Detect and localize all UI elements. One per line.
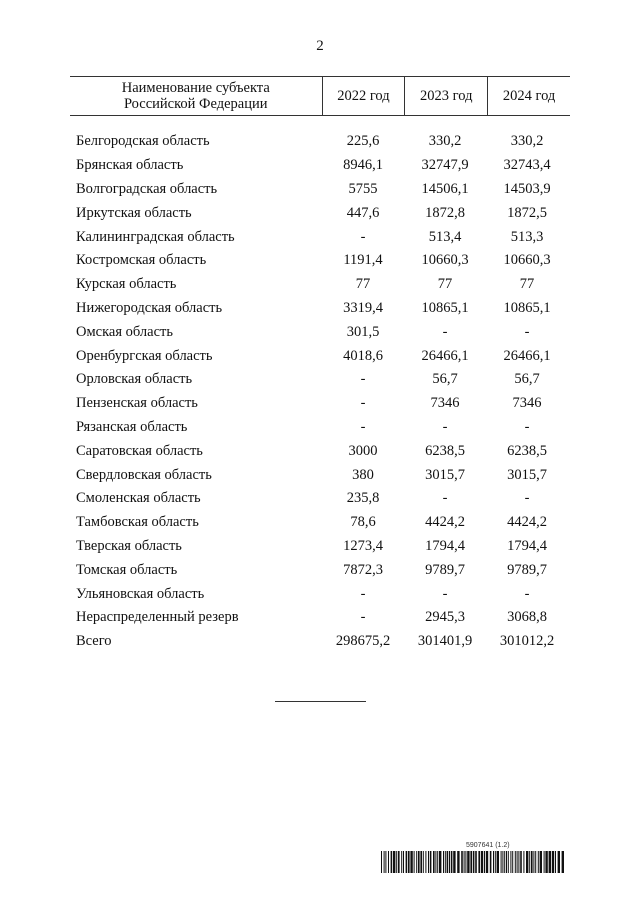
region-name-cell: Саратовская область bbox=[76, 442, 203, 459]
value-2024-cell: 9789,7 bbox=[507, 561, 547, 578]
table-row bbox=[70, 606, 570, 630]
value-2024-cell: 1794,4 bbox=[507, 537, 547, 554]
table-row bbox=[70, 511, 570, 535]
value-2024-cell: - bbox=[524, 490, 530, 507]
value-2023-cell: 9789,7 bbox=[425, 561, 465, 578]
value-2022-cell: 8946,1 bbox=[343, 157, 383, 174]
value-2022-cell: 1191,4 bbox=[343, 252, 383, 269]
value-2024-cell: 513,3 bbox=[510, 228, 544, 245]
table-row bbox=[70, 439, 570, 463]
region-name-cell: Иркутская область bbox=[76, 204, 192, 221]
table-row bbox=[70, 535, 570, 559]
region-name-cell: Орловская область bbox=[76, 371, 193, 388]
value-2023-cell: 7346 bbox=[430, 395, 460, 412]
value-2024-cell: 1872,5 bbox=[507, 204, 547, 221]
region-name-cell: Волгоградская область bbox=[76, 180, 218, 197]
region-name-cell: Тамбовская область bbox=[76, 514, 199, 531]
region-name-cell: Нижегородская область bbox=[76, 299, 223, 316]
value-2022-cell: 5755 bbox=[348, 180, 378, 197]
value-2022-cell: 301,5 bbox=[346, 323, 380, 340]
value-2023-cell: 301401,9 bbox=[417, 633, 473, 650]
value-2022-cell: - bbox=[360, 418, 366, 435]
region-name-cell: Омская область bbox=[76, 323, 173, 340]
table-row bbox=[70, 463, 570, 487]
value-2024-cell: 77 bbox=[519, 276, 535, 293]
value-2023-cell: 6238,5 bbox=[425, 442, 465, 459]
value-2024-cell: 3068,8 bbox=[507, 609, 547, 626]
value-2023-cell: 10660,3 bbox=[421, 252, 469, 269]
value-2022-cell: - bbox=[360, 371, 366, 388]
value-2024-cell: 56,7 bbox=[514, 371, 540, 388]
table-row bbox=[70, 416, 570, 440]
header-year-2022: 2022 год bbox=[322, 77, 405, 115]
region-name-cell: Ульяновская область bbox=[76, 585, 205, 602]
table-row bbox=[70, 130, 570, 154]
table-row bbox=[70, 630, 570, 654]
value-2024-cell: 4424,2 bbox=[507, 514, 547, 531]
table-row bbox=[70, 392, 570, 416]
table-row bbox=[70, 558, 570, 582]
document-code: 5907641 (1.2) bbox=[466, 842, 510, 849]
region-name-cell: Пензенская область bbox=[76, 395, 198, 412]
allocation-table bbox=[70, 76, 570, 654]
value-2024-cell: 10865,1 bbox=[503, 299, 551, 316]
value-2022-cell: - bbox=[360, 609, 366, 626]
table-body bbox=[70, 130, 570, 654]
table-row bbox=[70, 178, 570, 202]
value-2023-cell: 2945,3 bbox=[425, 609, 465, 626]
table-row bbox=[70, 297, 570, 321]
region-name-cell: Свердловская область bbox=[76, 466, 212, 483]
table-row bbox=[70, 225, 570, 249]
value-2024-cell: 6238,5 bbox=[507, 442, 547, 459]
value-2022-cell: 4018,6 bbox=[343, 347, 383, 364]
value-2023-cell: 14506,1 bbox=[421, 180, 469, 197]
value-2024-cell: 10660,3 bbox=[503, 252, 551, 269]
value-2023-cell: 10865,1 bbox=[421, 299, 469, 316]
value-2022-cell: 3000 bbox=[348, 442, 378, 459]
table-row bbox=[70, 368, 570, 392]
table-row bbox=[70, 249, 570, 273]
value-2022-cell: 3319,4 bbox=[343, 299, 383, 316]
header-region-line1: Наименование субъекта bbox=[121, 80, 270, 96]
value-2023-cell: - bbox=[442, 490, 448, 507]
value-2022-cell: 447,6 bbox=[346, 204, 380, 221]
value-2024-cell: 301012,2 bbox=[499, 633, 555, 650]
region-name-cell: Оренбургская область bbox=[76, 347, 213, 364]
region-name-cell: Калининградская область bbox=[76, 228, 235, 245]
value-2024-cell: - bbox=[524, 418, 530, 435]
table-row bbox=[70, 344, 570, 368]
region-name-cell: Рязанская область bbox=[76, 418, 188, 435]
value-2023-cell: 4424,2 bbox=[425, 514, 465, 531]
page-number: 2 bbox=[316, 38, 324, 54]
region-name-cell: Костромская область bbox=[76, 252, 207, 269]
barcode-image bbox=[381, 851, 564, 873]
value-2023-cell: 1872,8 bbox=[425, 204, 465, 221]
value-2024-cell: 330,2 bbox=[510, 133, 544, 150]
region-name-cell: Брянская область bbox=[76, 157, 184, 174]
header-year-2024: 2024 год bbox=[487, 77, 570, 115]
value-2022-cell: 77 bbox=[355, 276, 371, 293]
value-2023-cell: 513,4 bbox=[428, 228, 462, 245]
value-2024-cell: 3015,7 bbox=[507, 466, 547, 483]
region-name-cell: Тверская область bbox=[76, 537, 182, 554]
value-2022-cell: 235,8 bbox=[346, 490, 380, 507]
region-name-cell: Белгородская область bbox=[76, 133, 210, 150]
value-2023-cell: 56,7 bbox=[432, 371, 458, 388]
region-name-cell: Смоленская область bbox=[76, 490, 201, 507]
value-2024-cell: - bbox=[524, 585, 530, 602]
header-region-name bbox=[70, 77, 322, 115]
value-2022-cell: - bbox=[360, 228, 366, 245]
value-2024-cell: 32743,4 bbox=[503, 157, 551, 174]
value-2024-cell: - bbox=[524, 323, 530, 340]
value-2022-cell: 298675,2 bbox=[335, 633, 391, 650]
header-region-line2: Российской Федерации bbox=[123, 96, 268, 112]
table-row bbox=[70, 487, 570, 511]
table-row bbox=[70, 320, 570, 344]
value-2022-cell: 1273,4 bbox=[343, 537, 383, 554]
value-2024-cell: 26466,1 bbox=[503, 347, 551, 364]
value-2023-cell: - bbox=[442, 323, 448, 340]
value-2022-cell: 380 bbox=[352, 466, 374, 483]
end-rule bbox=[275, 701, 366, 702]
value-2023-cell: 1794,4 bbox=[425, 537, 465, 554]
value-2023-cell: 32747,9 bbox=[421, 157, 469, 174]
table-row bbox=[70, 582, 570, 606]
region-name-cell: Нераспределенный резерв bbox=[76, 609, 239, 626]
header-year-2023: 2023 год bbox=[404, 77, 487, 115]
table-row bbox=[70, 273, 570, 297]
value-2022-cell: 78,6 bbox=[350, 514, 376, 531]
table-row bbox=[70, 154, 570, 178]
value-2023-cell: - bbox=[442, 585, 448, 602]
region-name-cell: Томская область bbox=[76, 561, 178, 578]
value-2022-cell: - bbox=[360, 395, 366, 412]
region-name-cell: Курская область bbox=[76, 276, 177, 293]
value-2023-cell: 77 bbox=[437, 276, 453, 293]
value-2023-cell: 26466,1 bbox=[421, 347, 469, 364]
value-2023-cell: 3015,7 bbox=[425, 466, 465, 483]
value-2023-cell: 330,2 bbox=[428, 133, 462, 150]
table-header bbox=[70, 76, 570, 116]
value-2023-cell: - bbox=[442, 418, 448, 435]
value-2022-cell: - bbox=[360, 585, 366, 602]
region-name-cell: Всего bbox=[76, 633, 112, 650]
value-2024-cell: 7346 bbox=[512, 395, 542, 412]
value-2022-cell: 225,6 bbox=[346, 133, 380, 150]
table-row bbox=[70, 201, 570, 225]
value-2022-cell: 7872,3 bbox=[343, 561, 383, 578]
value-2024-cell: 14503,9 bbox=[503, 180, 551, 197]
